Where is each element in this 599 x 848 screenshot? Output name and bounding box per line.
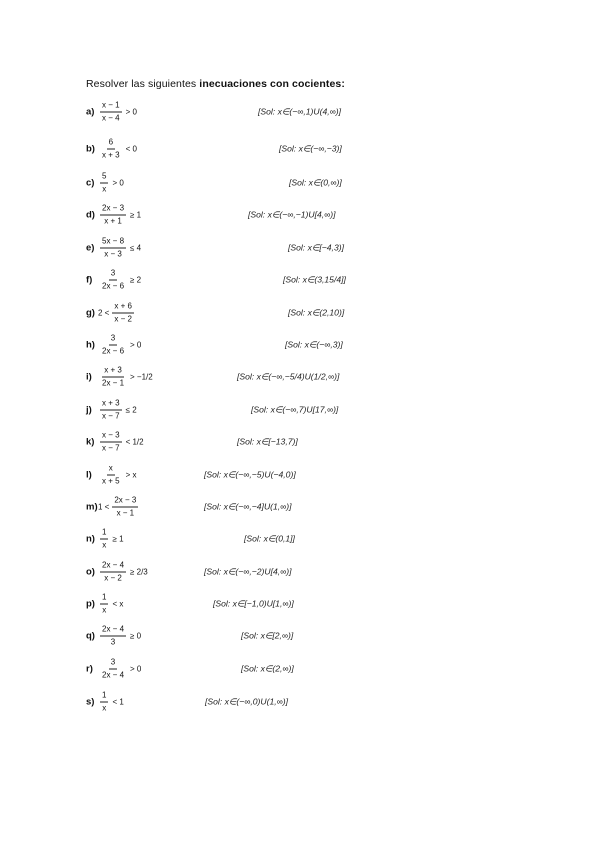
fraction-numerator: 5x − 8 [100, 238, 126, 249]
exercise-expression [98, 529, 124, 550]
exercise-expression [98, 335, 141, 356]
fraction [100, 367, 126, 388]
exercise-expression [98, 692, 124, 713]
exercise-expression [98, 497, 140, 518]
exercise-row [0, 685, 599, 719]
fraction [100, 238, 126, 259]
exercise-label: c) [86, 177, 95, 189]
expression-relation: ≤ 2 [125, 405, 137, 415]
exercise-label: d) [86, 209, 95, 221]
exercise-expression [98, 139, 137, 160]
solution-text: [Sol: x∈(−∞,−3)] [279, 143, 342, 154]
exercise-label: i) [86, 371, 92, 383]
fraction [100, 692, 108, 713]
title-bold: inecuaciones con cocientes: [199, 78, 345, 90]
expression-relation: > x [125, 470, 137, 480]
exercise-expression [98, 303, 136, 324]
fraction [100, 139, 122, 160]
exercise-row [0, 619, 599, 653]
fraction-numerator: 2x − 3 [100, 205, 126, 216]
solution-text: [Sol: x∈(−∞,−1)U[4,∞)] [248, 209, 336, 220]
exercise-label: b) [86, 143, 95, 155]
solution-text: [Sol: x∈(2,∞)] [241, 663, 294, 674]
fraction-denominator: x [102, 184, 107, 194]
exercise-label: h) [86, 339, 95, 351]
fraction-numerator: 3 [109, 270, 117, 281]
exercise-label: m) [86, 501, 98, 513]
exercise-expression [98, 400, 137, 421]
exercise-row [0, 555, 599, 589]
fraction-denominator: x − 7 [102, 411, 120, 421]
exercise-row [0, 296, 599, 330]
expression-relation: < 0 [125, 144, 137, 154]
solution-text: [Sol: x∈[2,∞)] [241, 630, 294, 641]
exercise-label: g) [86, 307, 95, 319]
fraction-numerator: 2x − 4 [100, 562, 126, 573]
solution-text: [Sol: x∈(0,1]] [244, 533, 295, 544]
fraction-denominator: x + 1 [104, 216, 122, 226]
fraction-denominator: x [102, 540, 107, 550]
fraction-denominator: x + 5 [102, 476, 120, 486]
exercise-row [0, 132, 599, 166]
exercise-expression [98, 562, 148, 583]
exercise-label: f) [86, 274, 93, 286]
fraction [100, 594, 108, 615]
exercise-label: p) [86, 598, 95, 610]
solution-text: [Sol: x∈[−13,7)] [237, 436, 298, 447]
fraction-denominator: x [102, 703, 107, 713]
solution-text: [Sol: x∈[−1,0)U[1,∞)] [213, 598, 294, 609]
fraction-denominator: 2x − 4 [102, 670, 125, 680]
fraction-numerator: 1 [100, 529, 108, 540]
exercise-row [0, 393, 599, 427]
fraction [100, 529, 108, 550]
fraction-numerator: 3 [109, 335, 117, 346]
exercise-label: e) [86, 242, 95, 254]
solution-text: [Sol: x∈(−∞,0)U(1,∞)] [205, 696, 289, 707]
exercise-row [0, 425, 599, 459]
exercise-label: k) [86, 436, 95, 448]
exercise-row [0, 95, 599, 129]
exercise-label: l) [86, 469, 92, 481]
exercise-row [0, 198, 599, 232]
exercise-row [0, 490, 599, 524]
fraction-numerator: 1 [100, 692, 108, 703]
exercise-row [0, 166, 599, 200]
fraction-numerator: 6 [107, 139, 115, 150]
exercise-label: a) [86, 106, 95, 118]
fraction [100, 400, 122, 421]
expression-relation: ≥ 1 [130, 210, 142, 220]
expression-relation: ≤ 4 [130, 243, 142, 253]
exercise-label: r) [86, 663, 93, 675]
exercise-expression [98, 432, 144, 453]
fraction [100, 626, 126, 647]
exercise-row [0, 360, 599, 394]
solution-text: [Sol: x∈(3,15/4]] [283, 274, 346, 285]
solution-text: [Sol: x∈(−∞,7)U[17,∞)] [251, 404, 339, 415]
fraction-numerator: 2x − 4 [100, 626, 126, 637]
fraction [100, 335, 126, 356]
solution-text: [Sol: x∈(−∞,3)] [285, 339, 343, 350]
expression-relation: < 1/2 [125, 437, 144, 447]
page-title [86, 78, 345, 90]
expression-relation: > 0 [130, 664, 142, 674]
expression-relation: > 0 [130, 340, 142, 350]
fraction-numerator: 3 [109, 659, 117, 670]
fraction-denominator: 3 [110, 637, 116, 647]
exercise-expression [98, 659, 141, 680]
fraction-numerator: 5 [100, 173, 108, 184]
solution-text: [Sol: x∈(0,∞)] [289, 177, 342, 188]
fraction-denominator: x − 1 [116, 508, 135, 518]
exercise-label: s) [86, 696, 95, 708]
fraction-denominator: x − 2 [104, 573, 122, 583]
fraction-denominator: 2x − 1 [102, 378, 125, 388]
fraction [100, 562, 126, 583]
exercise-row [0, 587, 599, 621]
exercise-expression [98, 594, 123, 615]
solution-text: [Sol: x∈(−∞,−5/4)U(1/2,∞)] [237, 371, 340, 382]
expression-prefix: 2 < [98, 308, 110, 318]
fraction [100, 465, 122, 486]
exercise-row [0, 652, 599, 686]
expression-relation: > 0 [125, 107, 137, 117]
fraction [100, 432, 122, 453]
fraction-numerator: x + 3 [100, 400, 122, 411]
fraction-numerator: x + 6 [112, 303, 134, 314]
exercise-expression [98, 367, 153, 388]
exercise-expression [98, 205, 141, 226]
exercise-expression [98, 102, 137, 123]
exercise-label: j) [86, 404, 92, 416]
fraction-denominator: x − 7 [102, 443, 120, 453]
solution-text: [Sol: x∈(2,10)] [288, 307, 345, 318]
solution-text: [Sol: x∈(−∞,−5)U(−4,0)] [204, 469, 296, 480]
expression-relation: ≥ 0 [130, 631, 142, 641]
fraction-denominator: 2x − 6 [102, 346, 125, 356]
fraction-numerator: x − 1 [100, 102, 122, 113]
fraction-numerator: 2x − 3 [112, 497, 138, 508]
exercise-row [0, 458, 599, 492]
solution-text: [Sol: x∈(−∞,1)U(4,∞)] [258, 106, 342, 117]
expression-relation: < x [112, 599, 124, 609]
fraction-numerator: x + 3 [102, 367, 124, 378]
exercise-row [0, 231, 599, 265]
fraction-denominator: x − 3 [104, 249, 122, 259]
fraction [100, 102, 122, 123]
fraction [100, 270, 126, 291]
expression-relation: > −1/2 [130, 372, 153, 382]
exercise-expression [98, 465, 136, 486]
fraction-denominator: x − 2 [114, 314, 132, 324]
exercise-row [0, 263, 599, 297]
expression-relation: ≥ 1 [112, 534, 124, 544]
exercise-label: o) [86, 566, 95, 578]
exercise-expression [98, 270, 141, 291]
exercise-label: q) [86, 630, 95, 642]
solution-text: [Sol: x∈(−∞,−4]U(1,∞)] [204, 501, 292, 512]
expression-relation: ≥ 2/3 [130, 567, 148, 577]
exercise-expression [98, 626, 141, 647]
solution-text: [Sol: x∈[−4,3)] [288, 242, 344, 253]
fraction-numerator: 1 [100, 594, 108, 605]
expression-relation: < 1 [112, 697, 124, 707]
exercise-row [0, 328, 599, 362]
expression-relation: > 0 [112, 178, 124, 188]
expression-relation: ≥ 2 [130, 275, 142, 285]
exercise-expression [98, 173, 124, 194]
fraction [112, 497, 138, 518]
exercise-expression [98, 238, 141, 259]
title-prefix: Resolver las siguientes [86, 78, 200, 90]
fraction-denominator: x [102, 605, 107, 615]
fraction-numerator: x [107, 465, 115, 476]
fraction [112, 303, 134, 324]
fraction-denominator: x − 4 [102, 113, 120, 123]
solution-text: [Sol: x∈(−∞,−2)U[4,∞)] [204, 566, 292, 577]
fraction-denominator: 2x − 6 [102, 281, 125, 291]
fraction [100, 173, 108, 194]
fraction-denominator: x + 3 [102, 150, 120, 160]
exercise-label: n) [86, 533, 95, 545]
expression-prefix: 1 < [98, 502, 110, 512]
fraction [100, 205, 126, 226]
exercise-row [0, 522, 599, 556]
fraction-numerator: x − 3 [100, 432, 122, 443]
fraction [100, 659, 126, 680]
